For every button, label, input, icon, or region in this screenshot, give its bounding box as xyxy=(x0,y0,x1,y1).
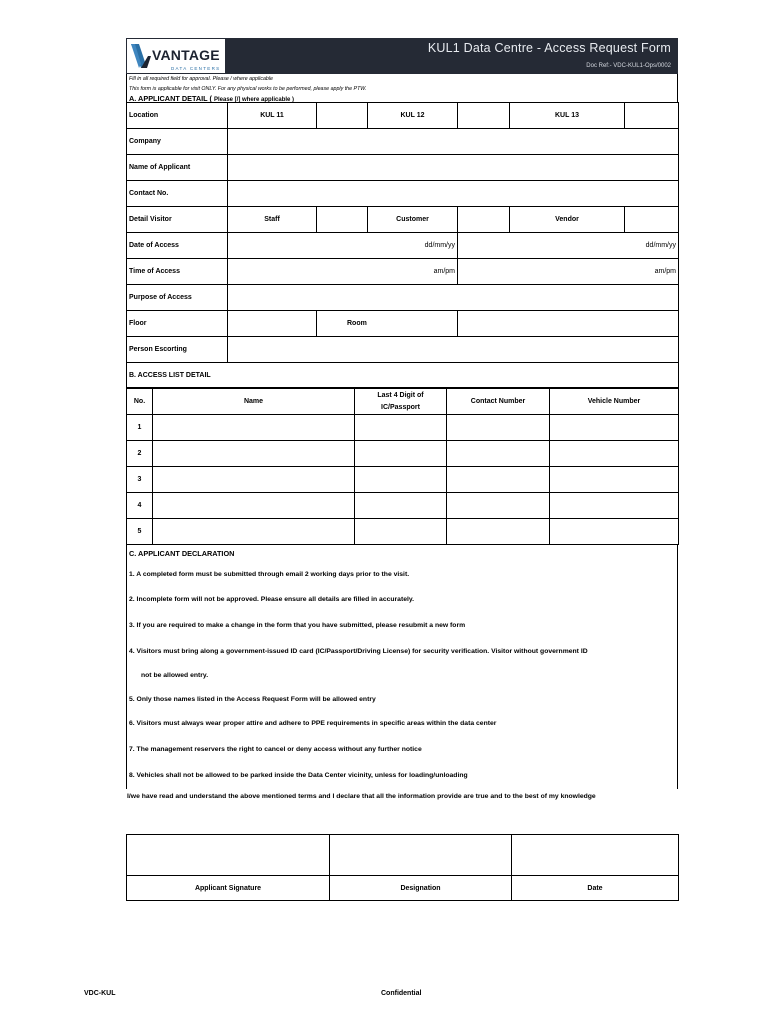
purpose-field[interactable] xyxy=(228,285,679,311)
ic-cell[interactable] xyxy=(355,519,447,545)
applicant-signature-field[interactable] xyxy=(127,835,330,876)
vantage-logo-icon xyxy=(129,42,151,72)
declaration-item-4-cont: not be allowed entry. xyxy=(141,672,209,679)
name-cell[interactable] xyxy=(153,493,355,519)
ic-cell[interactable] xyxy=(355,415,447,441)
vehicle-cell[interactable] xyxy=(550,467,679,493)
row-number: 2 xyxy=(127,441,153,467)
name-cell[interactable] xyxy=(153,415,355,441)
date-from-field[interactable]: dd/mm/yy xyxy=(228,233,458,259)
visitor-customer-label: Customer xyxy=(368,207,458,233)
footer-confidential: Confidential xyxy=(381,990,422,997)
location-kul11-label: KUL 11 xyxy=(228,103,317,129)
declaration-section xyxy=(126,545,678,800)
section-a-title-text: A. APPLICANT DETAIL ( xyxy=(129,94,212,103)
footer-left: VDC-KUL xyxy=(84,990,116,997)
logo-subtitle: DATA CENTERS xyxy=(171,66,221,71)
access-list-table xyxy=(126,388,679,545)
visitor-row xyxy=(127,207,679,233)
declaration-item-6: 6. Visitors must always wear proper attire and adhere to PPE requirements in specific areas within the data center xyxy=(129,720,497,727)
location-kul13-checkbox[interactable] xyxy=(625,103,679,129)
section-b-title: B. ACCESS LIST DETAIL xyxy=(127,363,679,388)
row-number: 1 xyxy=(127,415,153,441)
declaration-item-3: 3. If you are required to make a change in the form that you have submitted, please resubmit a new form xyxy=(129,622,466,629)
contact-cell[interactable] xyxy=(447,441,550,467)
doc-ref: Doc Ref:- VDC-KUL1-Ops/0002 xyxy=(586,63,671,69)
visitor-staff-checkbox[interactable] xyxy=(317,207,368,233)
ic-cell[interactable] xyxy=(355,441,447,467)
col-no-header: No. xyxy=(127,389,153,415)
vehicle-cell[interactable] xyxy=(550,493,679,519)
col-contact-header: Contact Number xyxy=(447,389,550,415)
location-row xyxy=(127,103,679,129)
purpose-label: Purpose of Access xyxy=(127,285,228,311)
applicant-name-field[interactable] xyxy=(228,155,679,181)
location-kul12-label: KUL 12 xyxy=(368,103,458,129)
date-signed-field[interactable] xyxy=(512,835,679,876)
ic-cell[interactable] xyxy=(355,493,447,519)
declaration-item-8: 8. Vehicles shall not be allowed to be parked inside the Data Center vicinity, unless for loading/unloading xyxy=(129,772,468,779)
visitor-vendor-checkbox[interactable] xyxy=(625,207,679,233)
contact-cell[interactable] xyxy=(447,415,550,441)
row-number: 5 xyxy=(127,519,153,545)
company-field[interactable] xyxy=(228,129,679,155)
section-c-title: C. APPLICANT DECLARATION xyxy=(129,549,235,558)
floor-room-row xyxy=(127,311,679,337)
visitor-label: Detail Visitor xyxy=(127,207,228,233)
signature-label-row xyxy=(127,876,679,901)
contact-cell[interactable] xyxy=(447,519,550,545)
section-a-subtitle: Please [/] where applicable ) xyxy=(214,97,295,103)
applicant-row xyxy=(127,155,679,181)
designation-label: Designation xyxy=(330,876,512,901)
section-b-title-row xyxy=(127,363,679,388)
note-line-2: This form is applicable for visit ONLY. For any physical works to be performed, please apply the PTW. xyxy=(129,86,367,92)
col-vehicle-header: Vehicle Number xyxy=(550,389,679,415)
escort-row xyxy=(127,337,679,363)
signature-table xyxy=(126,834,679,901)
location-kul11-checkbox[interactable] xyxy=(317,103,368,129)
date-to-field[interactable]: dd/mm/yy xyxy=(458,233,679,259)
contact-label: Contact No. xyxy=(127,181,228,207)
declaration-item-5: 5. Only those names listed in the Access Request Form will be allowed entry xyxy=(129,696,376,703)
name-cell[interactable] xyxy=(153,519,355,545)
access-request-form xyxy=(126,38,678,892)
section-a-title xyxy=(129,94,294,103)
date-row xyxy=(127,233,679,259)
room-field[interactable] xyxy=(458,311,679,337)
time-to-field[interactable]: am/pm xyxy=(458,259,679,285)
floor-label: Floor xyxy=(127,311,228,337)
form-title: KUL1 Data Centre - Access Request Form xyxy=(427,41,671,55)
table-row xyxy=(127,467,679,493)
time-row xyxy=(127,259,679,285)
declaration-item-1: 1. A completed form must be submitted through email 2 working days prior to the visit. xyxy=(129,571,410,578)
declaration-item-2: 2. Incomplete form will not be approved. Please ensure all details are filled in accurately. xyxy=(129,596,415,603)
table-row xyxy=(127,415,679,441)
contact-cell[interactable] xyxy=(447,493,550,519)
time-label: Time of Access xyxy=(127,259,228,285)
applicant-name-label: Name of Applicant xyxy=(127,155,228,181)
row-number: 3 xyxy=(127,467,153,493)
logo-name: VANTAGE xyxy=(152,47,220,63)
contact-row xyxy=(127,181,679,207)
name-cell[interactable] xyxy=(153,467,355,493)
table-row xyxy=(127,493,679,519)
col-name-header: Name xyxy=(153,389,355,415)
acknowledgement-text: I/we have read and understand the above mentioned terms and I declare that all the information provide are true and to the best of my knowledge xyxy=(127,793,596,800)
ic-cell[interactable] xyxy=(355,467,447,493)
location-kul13-label: KUL 13 xyxy=(510,103,625,129)
contact-field[interactable] xyxy=(228,181,679,207)
applicant-signature-label: Applicant Signature xyxy=(127,876,330,901)
access-header-row xyxy=(127,389,679,415)
vehicle-cell[interactable] xyxy=(550,441,679,467)
visitor-vendor-label: Vendor xyxy=(510,207,625,233)
time-from-field[interactable]: am/pm xyxy=(228,259,458,285)
floor-field[interactable] xyxy=(228,311,317,337)
location-label: Location xyxy=(127,103,228,129)
signature-space-row xyxy=(127,835,679,876)
room-label: Room xyxy=(317,311,458,337)
designation-field[interactable] xyxy=(330,835,512,876)
contact-cell[interactable] xyxy=(447,467,550,493)
table-row xyxy=(127,519,679,545)
company-label: Company xyxy=(127,129,228,155)
escort-field[interactable] xyxy=(228,337,679,363)
purpose-row xyxy=(127,285,679,311)
form-notes xyxy=(126,74,678,102)
applicant-detail-table xyxy=(126,102,679,388)
escort-label: Person Escorting xyxy=(127,337,228,363)
row-number: 4 xyxy=(127,493,153,519)
vehicle-cell[interactable] xyxy=(550,519,679,545)
location-kul12-checkbox[interactable] xyxy=(458,103,510,129)
declaration-item-7: 7. The management reservers the right to cancel or deny access without any further notice xyxy=(129,746,422,753)
date-signed-label: Date xyxy=(512,876,679,901)
date-label: Date of Access xyxy=(127,233,228,259)
visitor-staff-label: Staff xyxy=(228,207,317,233)
name-cell[interactable] xyxy=(153,441,355,467)
visitor-customer-checkbox[interactable] xyxy=(458,207,510,233)
table-row xyxy=(127,441,679,467)
declaration-item-4: 4. Visitors must bring along a government-issued ID card (IC/Passport/Driving License) for security verification. Visitor without government ID xyxy=(129,648,588,655)
col-ic-header: Last 4 Digit of IC/Passport xyxy=(355,389,447,415)
vehicle-cell[interactable] xyxy=(550,415,679,441)
company-row xyxy=(127,129,679,155)
form-header xyxy=(126,38,678,74)
note-line-1: Fill in all required field for approval. Please / where applicable xyxy=(129,76,273,82)
logo xyxy=(126,38,226,74)
